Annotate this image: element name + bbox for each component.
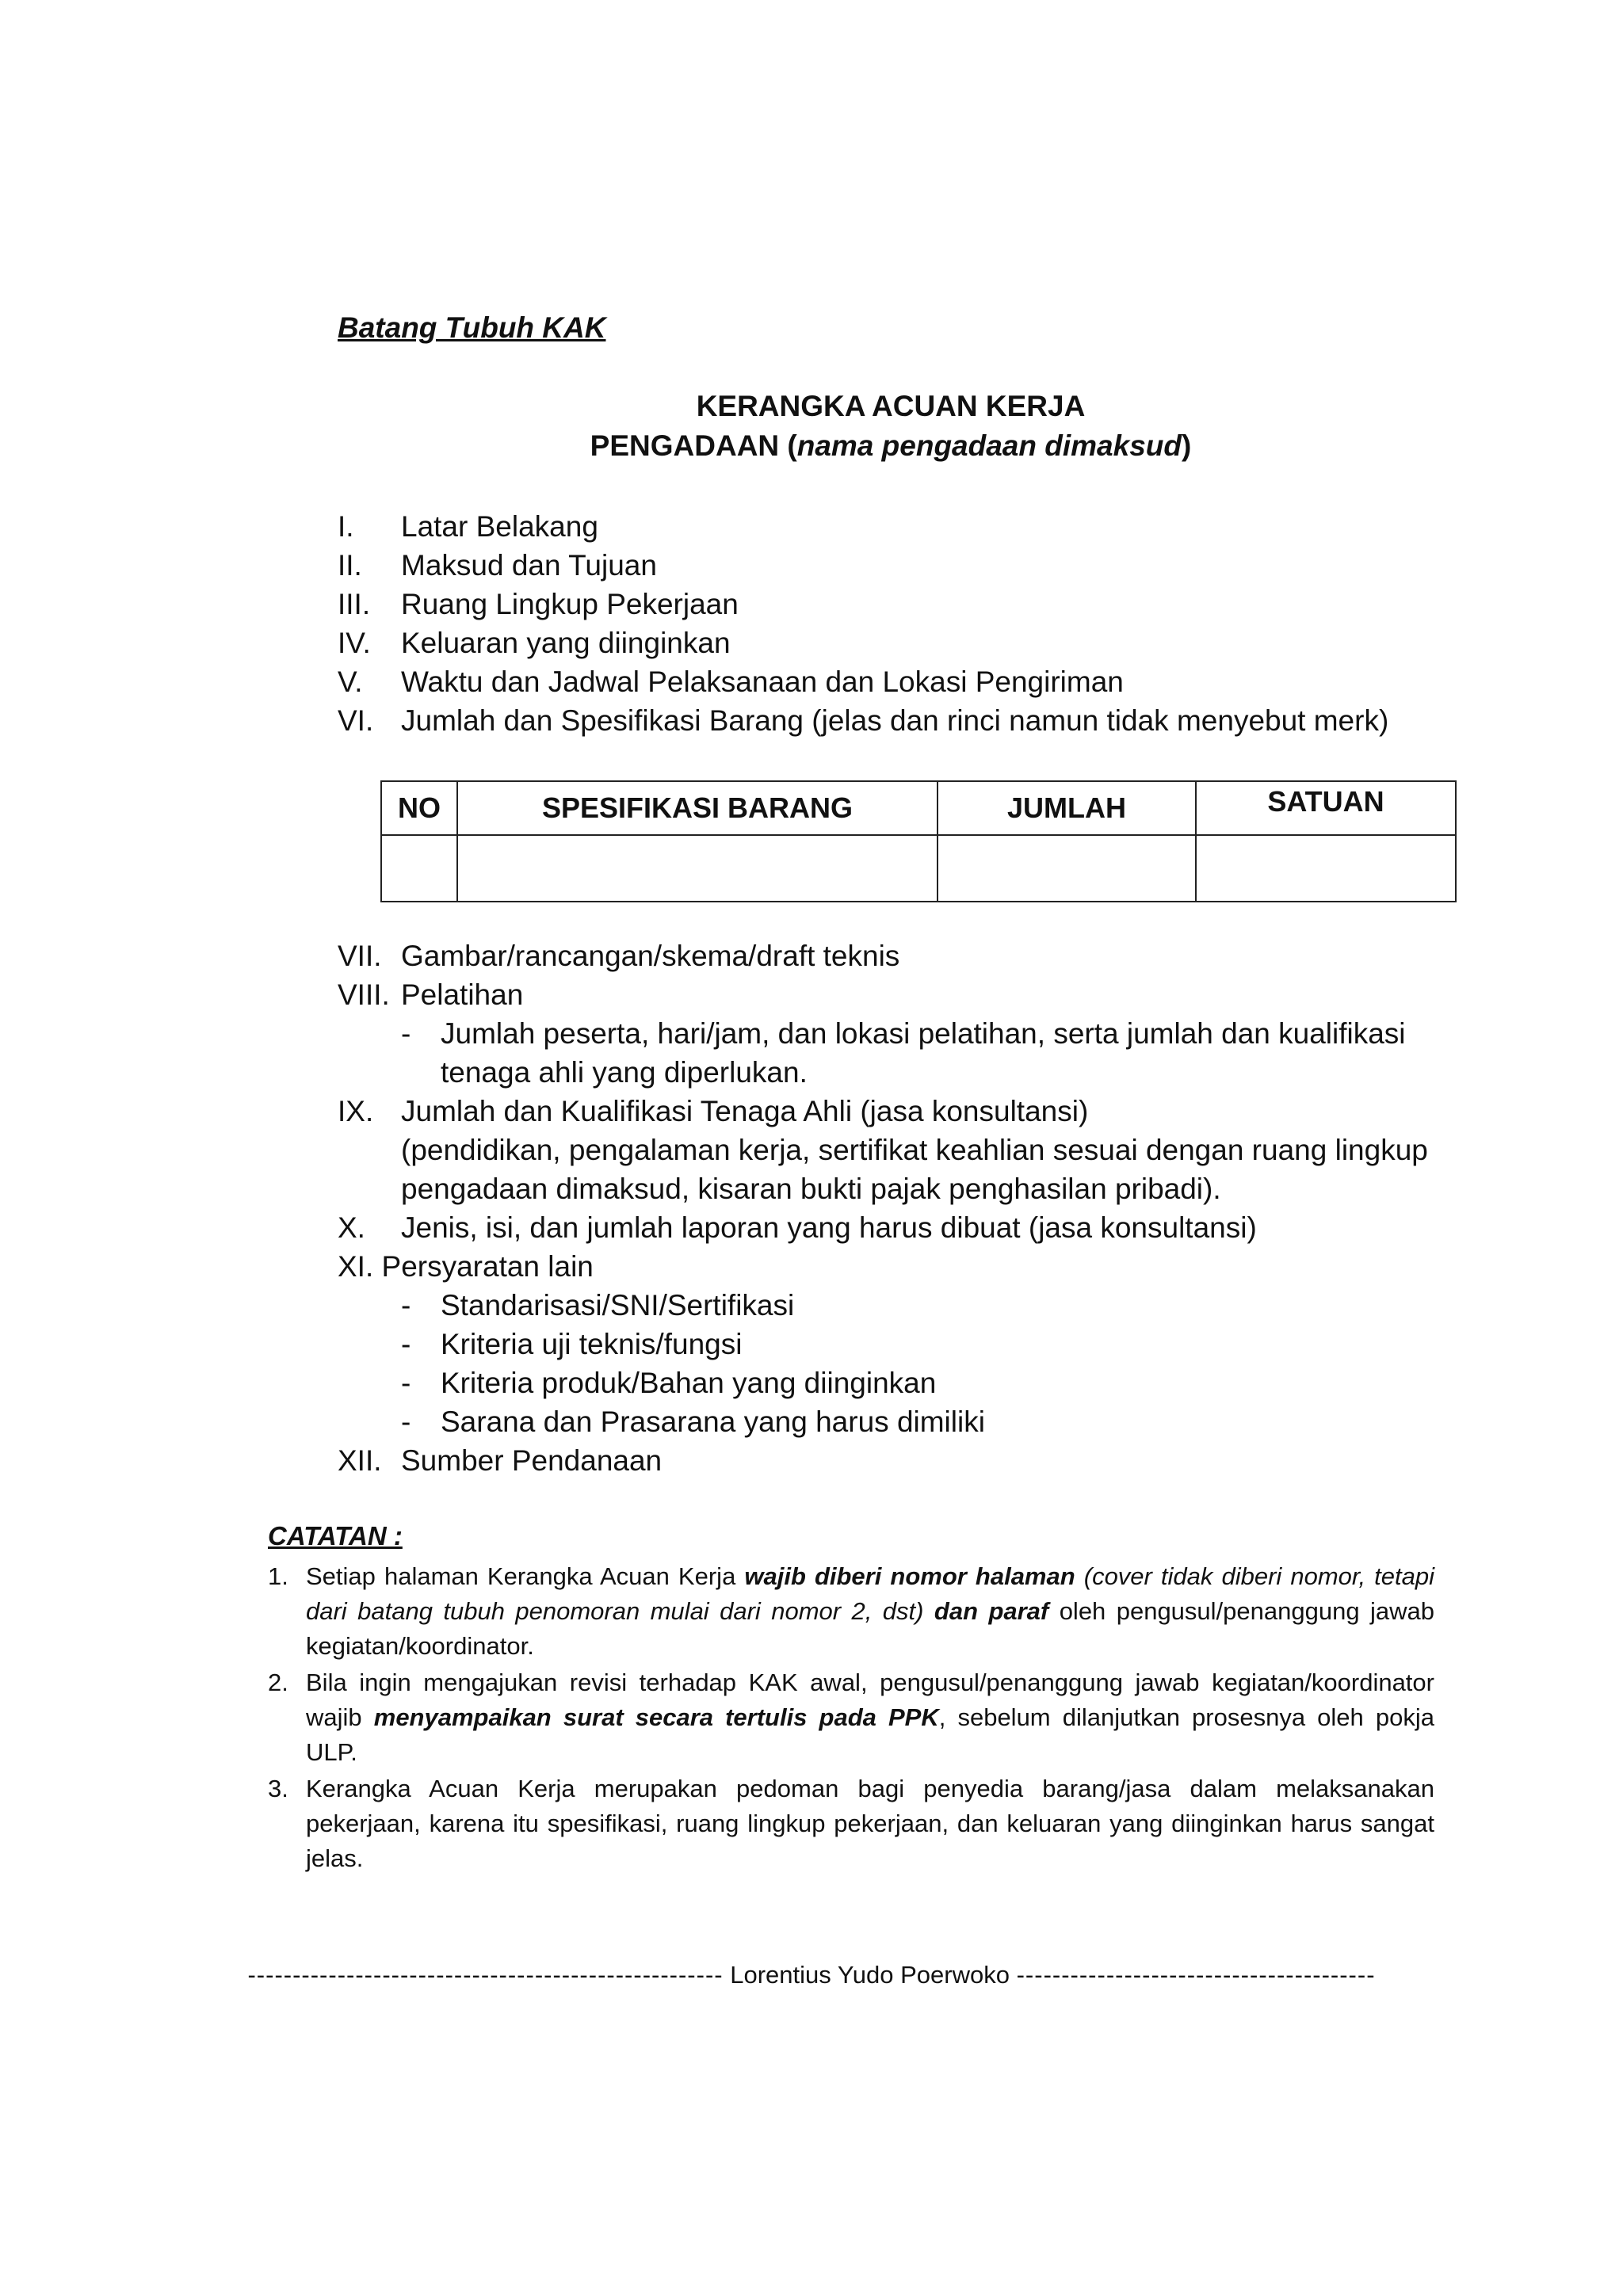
toc-text: Keluaran yang diinginkan (401, 627, 731, 659)
bullet-dash: - (401, 1328, 411, 1360)
note-text (306, 1665, 1434, 1770)
note-italic: (cover tidak diberi nomor, tetapi dari batang tubuh penomoran mulai dari nomor 2, dst) (306, 1562, 1435, 1625)
toc-number: XII. (338, 1444, 382, 1477)
toc-text: Maksud dan Tujuan (401, 549, 657, 582)
footer-dashes-left: ----------------------------------------------------- (247, 1961, 724, 1989)
toc-text: Sumber Pendanaan (401, 1444, 663, 1477)
bullet-text: tenaga ahli yang diperlukan. (441, 1056, 808, 1089)
table-header-satuan: SATUAN (1196, 781, 1456, 835)
bullet-dash: - (401, 1405, 411, 1438)
footer-signature (0, 1961, 1623, 1989)
toc-number: IV. (338, 627, 371, 659)
bullet-dash: - (401, 1367, 411, 1399)
toc-number: II. (338, 549, 362, 582)
toc-text: Gambar/rancangan/skema/draft teknis (401, 940, 900, 972)
bullet-dash: - (401, 1017, 411, 1050)
table-cell (381, 835, 457, 902)
toc-text: Jenis, isi, dan jumlah laporan yang harus dibuat (jasa konsultansi) (401, 1211, 1257, 1244)
title-suffix: ) (1181, 429, 1192, 462)
ix-detail-line1: (pendidikan, pengalaman kerja, sertifikat keahlian sesuai dengan ruang lingkup (401, 1134, 1428, 1166)
toc-number: VII. (338, 940, 382, 972)
note-number: 2. (268, 1669, 288, 1696)
bullet-text: Standarisasi/SNI/Sertifikasi (441, 1289, 795, 1322)
notes-title: CATATAN : (268, 1521, 403, 1550)
document-title-line1: KERANGKA ACUAN KERJA (696, 390, 1086, 422)
bullet-dash: - (401, 1289, 411, 1322)
toc-item-11: XI. Persyaratan lain (338, 1250, 594, 1283)
footer-dashes-right: ---------------------------------------- (1016, 1961, 1376, 1989)
toc-text: Latar Belakang (401, 510, 598, 543)
toc-text: Ruang Lingkup Pekerjaan (401, 588, 739, 620)
note-text-part: Bila ingin mengajukan revisi terhadap KAK awal, pengusul/penanggung jawab kegiatan/koordinator wajib (306, 1669, 1434, 1731)
toc-text: Waktu dan Jadwal Pelaksanaan dan Lokasi Pengiriman (401, 666, 1124, 698)
table-cell (457, 835, 938, 902)
toc-number: IX. (338, 1095, 374, 1127)
table-cell (1196, 835, 1456, 902)
table-header-no: NO (381, 781, 457, 835)
toc-number: I. (338, 510, 354, 543)
note-emphasis: wajib diberi nomor halaman (744, 1562, 1075, 1590)
note-text-part: oleh pengusul/penanggung jawab kegiatan/koordinator. (306, 1597, 1434, 1660)
ix-detail-line2: pengadaan dimaksud, kisaran bukti pajak penghasilan pribadi). (401, 1173, 1221, 1205)
note-emphasis: dan paraf (923, 1597, 1049, 1625)
bullet-text: Jumlah peserta, hari/jam, dan lokasi pelatihan, serta jumlah dan kualifikasi (441, 1017, 1406, 1050)
bullet-text: Sarana dan Prasarana yang harus dimiliki (441, 1405, 985, 1438)
toc-number: III. (338, 588, 371, 620)
note-text (306, 1559, 1434, 1664)
toc-number: V. (338, 666, 363, 698)
note-emphasis: menyampaikan surat secara tertulis pada PPK (373, 1703, 939, 1731)
note-number: 3. (268, 1775, 288, 1802)
note-item-1 (268, 1559, 1434, 1664)
table-header-jumlah: JUMLAH (938, 781, 1196, 835)
toc-number: X. (338, 1211, 365, 1244)
toc-number: VI. (338, 704, 374, 737)
table-cell (938, 835, 1196, 902)
toc-number: VIII. (338, 978, 390, 1011)
toc-text: Jumlah dan Kualifikasi Tenaga Ahli (jasa konsultansi) (401, 1095, 1089, 1127)
note-item-2 (268, 1665, 1434, 1770)
spec-table (380, 780, 1457, 902)
table-header-row (381, 781, 1456, 835)
table-row (381, 835, 1456, 902)
toc-text: Jumlah dan Spesifikasi Barang (jelas dan rinci namun tidak menyebut merk) (401, 704, 1389, 737)
title-prefix: PENGADAAN ( (590, 429, 797, 462)
note-text-part: Setiap halaman Kerangka Acuan Kerja (306, 1562, 745, 1590)
title-italic-part: nama pengadaan dimaksud (796, 429, 1182, 462)
note-text: Kerangka Acuan Kerja merupakan pedoman bagi penyedia barang/jasa dalam melaksanakan pekerjaan, karena itu spesifikasi, ruang lingkup pekerjaan, dan keluaran yang diinginkan harus sangat jelas. (306, 1775, 1434, 1872)
toc-text: Pelatihan (401, 978, 524, 1011)
table-header-spesifikasi: SPESIFIKASI BARANG (457, 781, 938, 835)
bullet-text: Kriteria uji teknis/fungsi (441, 1328, 743, 1360)
bullet-text: Kriteria produk/Bahan yang diinginkan (441, 1367, 937, 1399)
footer-author-name: Lorentius Yudo Poerwoko (730, 1961, 1010, 1989)
document-title-line2 (0, 429, 1623, 463)
section-title: Batang Tubuh KAK (338, 311, 606, 344)
note-text-part: , sebelum dilanjutkan prosesnya oleh pokja ULP. (306, 1703, 1434, 1766)
note-number: 1. (268, 1562, 288, 1590)
note-item-3 (268, 1772, 1434, 1876)
